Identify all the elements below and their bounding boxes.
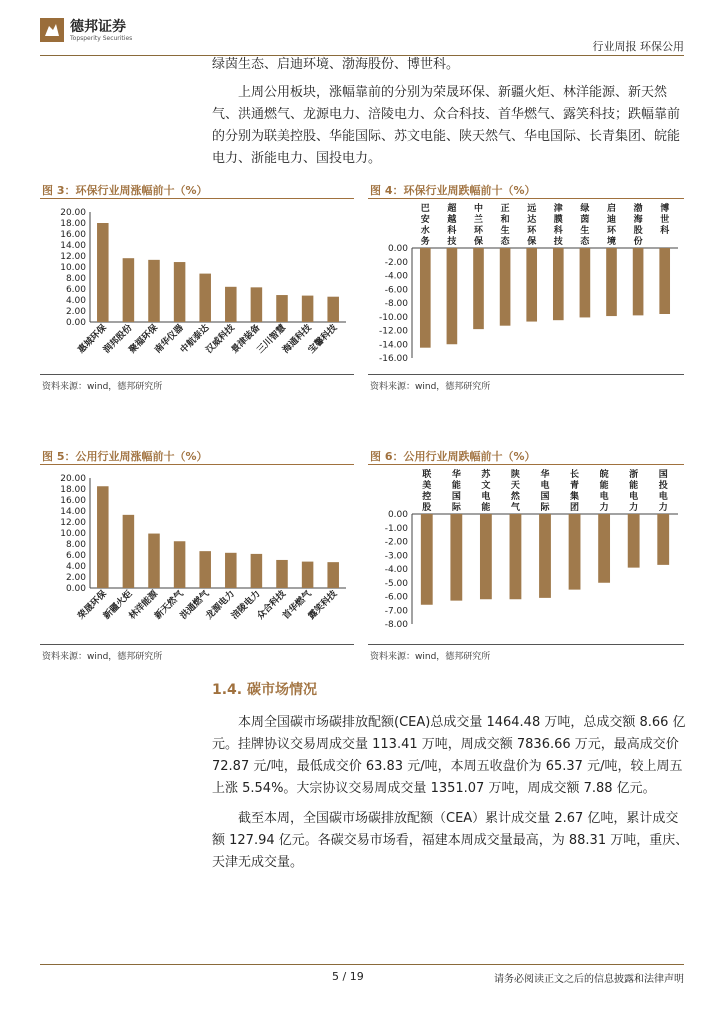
- y-tick-label: 6.00: [65, 551, 86, 561]
- fig3-source: 资料来源：wind，德邦研究所: [42, 382, 163, 392]
- category-label: 启迪环境: [606, 204, 617, 247]
- y-tick-label: 10.00: [60, 263, 86, 273]
- y-tick-label: 6.00: [65, 285, 86, 295]
- bar: [251, 287, 263, 322]
- bar: [580, 248, 591, 317]
- bar: [500, 248, 511, 326]
- bar: [526, 248, 537, 322]
- category-label: 首华燃气: [281, 589, 314, 622]
- bar: [276, 295, 288, 322]
- figure-5: [40, 446, 354, 662]
- y-tick-label: -6.00: [384, 592, 408, 603]
- y-tick-label: -1.00: [384, 523, 408, 534]
- category-label: 津膜科技: [553, 204, 563, 247]
- fig6-chart: [368, 468, 684, 644]
- y-tick-label: 10.00: [60, 529, 86, 539]
- y-tick-label: 18.00: [60, 219, 86, 229]
- category-label: 远达环保: [527, 204, 537, 247]
- section-heading: 1.4. 碳市场情况: [212, 682, 317, 698]
- bar: [473, 248, 484, 329]
- y-tick-label: 8.00: [65, 540, 86, 550]
- bar: [97, 486, 109, 588]
- category-label: 荣晟环保: [76, 589, 109, 622]
- bar: [174, 262, 186, 322]
- category-label: 绿茵生态: [580, 204, 590, 247]
- y-tick-label: 0.00: [387, 510, 408, 520]
- category-label: 汉威科技: [204, 323, 237, 356]
- category-label: 皖能电力: [599, 470, 609, 513]
- fig6-bottom-rule: [368, 644, 684, 645]
- category-label: 景津装备: [229, 323, 263, 356]
- category-label: 龙源电力: [204, 589, 237, 622]
- category-label: 林洋能源: [127, 589, 161, 622]
- header-logo: [40, 16, 160, 46]
- category-label: 露笑科技: [306, 589, 340, 622]
- logo-cn: 德邦证券: [70, 19, 126, 35]
- y-tick-label: 4.00: [65, 296, 86, 306]
- figure-4: [368, 180, 684, 390]
- bar: [421, 514, 433, 605]
- category-label: 南华仪器: [153, 323, 186, 356]
- category-label: 联美控股: [422, 470, 432, 513]
- y-tick-label: 18.00: [60, 485, 86, 495]
- body-para1: 上周公用板块，涨幅靠前的分别为荣晟环保、新疆火炬、林洋能源、新天然气、洪通燃气、龙源电力、涪陵电力、众合科技、首华燃气、露笑科技；跌幅靠前的分别为联美控股、华能国际、苏文电能、陕天然气、华电国际、长青集团、皖能电力、浙能电力、国投电力。: [212, 85, 681, 166]
- fig3-chart: [40, 202, 354, 374]
- fig6-title: 图 6：公用行业周跌幅前十（%）: [370, 450, 536, 463]
- page-number: 5 / 19: [332, 970, 364, 983]
- y-tick-label: 0.00: [387, 244, 408, 254]
- fig6-title-rule: [368, 464, 684, 465]
- bar: [276, 560, 288, 588]
- bar: [123, 258, 135, 322]
- y-tick-label: 8.00: [65, 274, 86, 284]
- y-tick-label: 16.00: [60, 230, 86, 240]
- y-tick-label: 12.00: [60, 518, 86, 528]
- fig5-source: 资料来源：wind，德邦研究所: [42, 652, 163, 662]
- y-tick-label: 2.00: [65, 573, 86, 583]
- body-text: [212, 54, 690, 176]
- bar: [123, 515, 135, 588]
- fig3-title: 图 3：环保行业周涨幅前十（%）: [42, 184, 208, 197]
- fig4-title: 图 4：环保行业周跌幅前十（%）: [370, 184, 536, 197]
- y-tick-label: -6.00: [384, 285, 408, 296]
- fig5-title: 图 5：公用行业周涨幅前十（%）: [42, 450, 208, 463]
- category-label: 渤海股份: [633, 204, 643, 247]
- bar: [225, 287, 237, 322]
- category-label: 华电国际: [540, 470, 550, 513]
- fig6-source: 资料来源：wind，德邦研究所: [370, 652, 491, 662]
- category-label: 华能国际: [451, 470, 461, 513]
- fig4-source: 资料来源：wind，德邦研究所: [370, 382, 491, 392]
- category-label: 聚福环保: [127, 323, 161, 356]
- bar: [659, 248, 670, 314]
- bar: [302, 562, 314, 588]
- section-para1: 本周全国碳市场碳排放配额(CEA)总成交量 1464.48 万吨，总成交额 8.66 亿元。挂牌协议交易周成交量 113.41 万吨，周成交额 7836.66 万元，最高成交价 72.87 元/吨，最低成交价 63.83 元/吨，本周五收盘价为 65.37 元/吨，较上周五上涨 5.54%。大宗协议交易周成交量 1351.07 万吨，周成交额 7.88 亿元。: [212, 715, 686, 796]
- bar: [447, 248, 458, 344]
- category-label: 润邦股份: [101, 323, 135, 356]
- bar: [628, 514, 640, 568]
- bar: [199, 551, 211, 588]
- y-tick-label: 0.00: [65, 318, 86, 328]
- body-line1: 绿茵生态、启迪环境、渤海股份、博世科。: [212, 57, 460, 72]
- figure-6: [368, 446, 684, 662]
- category-label: 超越科技: [447, 204, 457, 247]
- y-tick-label: -7.00: [384, 606, 408, 617]
- header-right: 行业周报 环保公用: [592, 40, 684, 53]
- bar: [251, 554, 263, 588]
- fig5-bottom-rule: [40, 644, 354, 645]
- section-para2: 截至本周，全国碳市场碳排放配额（CEA）累计成交量 2.67 亿吨，累计成交额 127.94 亿元。各碳交易市场看，福建本周成交量最高，为 88.31 万吨，重庆、天津无成交量。: [212, 811, 689, 870]
- bar: [148, 260, 160, 322]
- category-label: 洪通燃气: [178, 589, 212, 622]
- fig4-title-rule: [368, 198, 684, 199]
- y-tick-label: -2.00: [384, 257, 408, 268]
- category-label: 博世科: [660, 204, 670, 236]
- y-tick-label: -10.00: [378, 312, 408, 323]
- y-tick-label: -3.00: [384, 551, 408, 562]
- logo-mark-icon: [40, 18, 64, 42]
- category-label: 海通科技: [281, 323, 314, 356]
- y-tick-label: -2.00: [384, 537, 408, 548]
- logo-en: Topsperity Securities: [70, 35, 133, 42]
- category-label: 涪陵电力: [229, 589, 263, 622]
- fig3-bottom-rule: [40, 374, 354, 375]
- bar: [598, 514, 610, 583]
- category-label: 浙能电力: [629, 470, 639, 513]
- y-tick-label: -8.00: [384, 620, 408, 630]
- bar: [199, 274, 211, 322]
- y-tick-label: 16.00: [60, 496, 86, 506]
- category-label: 长青集团: [570, 470, 580, 513]
- y-tick-label: -12.00: [378, 326, 408, 337]
- bar: [97, 223, 109, 322]
- fig4-chart: [368, 202, 684, 374]
- y-tick-label: 2.00: [65, 307, 86, 317]
- y-tick-label: -4.00: [384, 565, 408, 575]
- y-tick-label: 0.00: [65, 584, 86, 594]
- fig5-title-rule: [40, 464, 354, 465]
- category-label: 正和生态: [500, 204, 510, 247]
- y-tick-label: 12.00: [60, 252, 86, 262]
- bar: [450, 514, 462, 601]
- category-label: 众合科技: [255, 589, 289, 622]
- y-tick-label: 14.00: [60, 507, 86, 517]
- y-tick-label: -16.00: [378, 354, 408, 364]
- footer-rule: [40, 964, 684, 965]
- category-label: 宝馨科技: [306, 323, 340, 356]
- y-tick-label: -14.00: [378, 340, 408, 351]
- category-label: 中兰环保: [473, 204, 484, 247]
- footer-disclaimer: 请务必阅读正文之后的信息披露和法律声明: [494, 974, 684, 985]
- category-label: 巴安水务: [420, 204, 430, 247]
- bar: [327, 562, 339, 588]
- bar: [174, 541, 186, 588]
- y-tick-label: -4.00: [384, 271, 408, 282]
- section-text: [212, 712, 690, 880]
- bar: [302, 296, 314, 322]
- category-label: 新疆火炬: [101, 589, 135, 622]
- bar: [225, 553, 237, 588]
- y-tick-label: 14.00: [60, 241, 86, 251]
- bar: [657, 514, 669, 565]
- y-tick-label: 20.00: [60, 208, 86, 218]
- bar: [553, 248, 564, 320]
- fig3-title-rule: [40, 198, 354, 199]
- category-label: 中航泰达: [178, 323, 212, 356]
- category-label: 三川智慧: [255, 323, 289, 356]
- bar: [633, 248, 644, 315]
- category-label: 国投电力: [658, 470, 668, 513]
- fig5-chart: [40, 468, 354, 644]
- category-label: 惠城环保: [76, 323, 109, 356]
- y-tick-label: 4.00: [65, 562, 86, 572]
- fig4-bottom-rule: [368, 374, 684, 375]
- bar: [480, 514, 492, 599]
- bar: [327, 297, 339, 322]
- figure-3: [40, 180, 354, 390]
- category-label: 新天然气: [153, 589, 186, 622]
- y-tick-label: -5.00: [384, 578, 408, 589]
- bar: [420, 248, 431, 348]
- y-tick-label: -8.00: [384, 299, 408, 309]
- bar: [569, 514, 581, 590]
- bar: [510, 514, 522, 599]
- category-label: 苏文电能: [481, 470, 491, 513]
- bar: [606, 248, 617, 316]
- bar: [539, 514, 551, 598]
- bar: [148, 534, 160, 588]
- category-label: 陕天然气: [510, 470, 520, 513]
- y-tick-label: 20.00: [60, 474, 86, 484]
